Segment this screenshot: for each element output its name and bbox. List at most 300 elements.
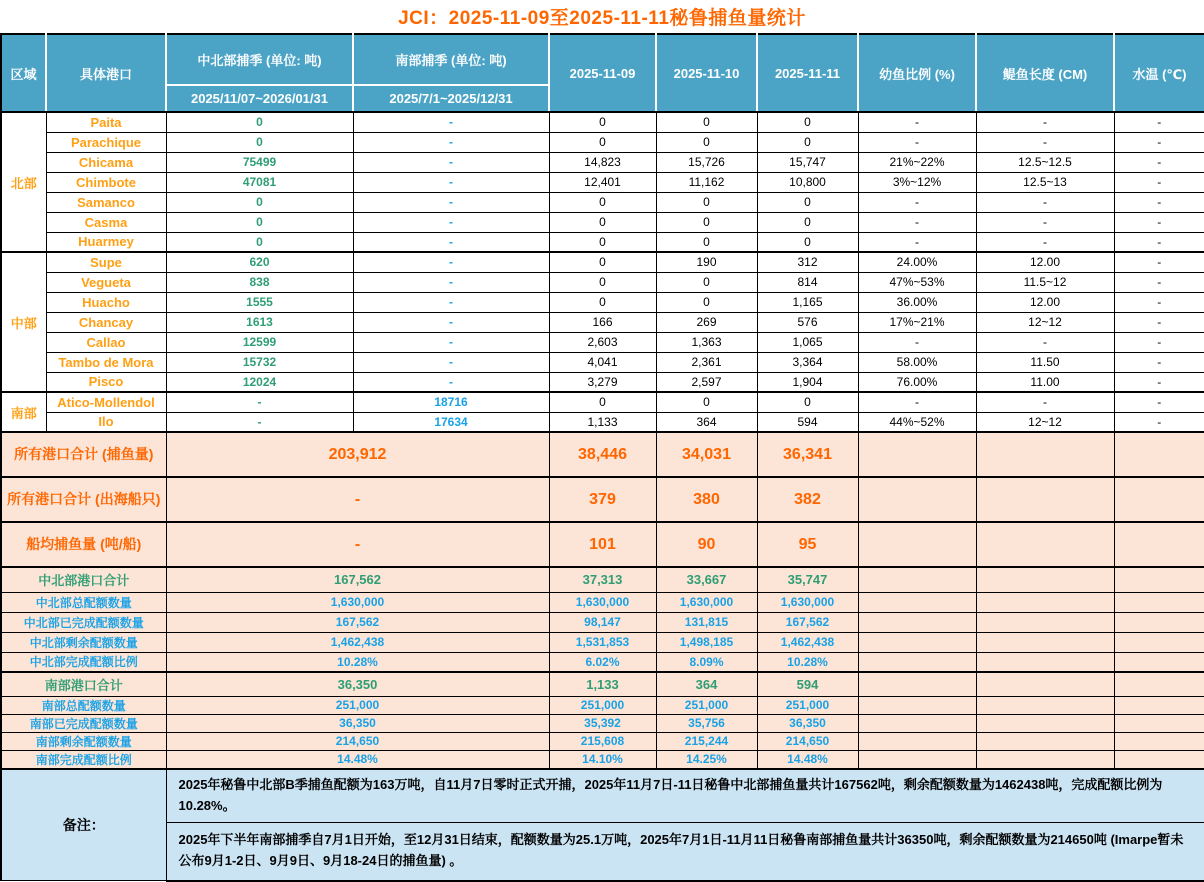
- quota-row-south-ratio: [1, 750, 1204, 769]
- empty-cell: [858, 632, 976, 652]
- port-name: Tambo de Mora: [46, 352, 166, 372]
- empty-cell: [976, 632, 1114, 652]
- anchovy-length: 11.5~12: [976, 272, 1114, 292]
- quota-day2: 1,498,185: [656, 632, 757, 652]
- quota-day1: 35,392: [549, 714, 656, 732]
- empty-cell: [976, 477, 1114, 522]
- juvenile-ratio: 76.00%: [858, 372, 976, 392]
- port-row: [1, 172, 1204, 192]
- empty-cell: [1114, 432, 1204, 477]
- summary-label: 所有港口合计 (捕鱼量): [1, 432, 166, 477]
- empty-cell: [976, 672, 1114, 696]
- empty-cell: [1114, 732, 1204, 750]
- quota-total: 14.48%: [166, 750, 549, 769]
- empty-cell: [858, 612, 976, 632]
- catch-day3: 0: [757, 112, 858, 132]
- empty-cell: [976, 612, 1114, 632]
- juvenile-ratio: 24.00%: [858, 252, 976, 272]
- catch-day1: 4,041: [549, 352, 656, 372]
- quota-row-south-remaining: [1, 732, 1204, 750]
- empty-cell: [1114, 652, 1204, 672]
- empty-cell: [976, 750, 1114, 769]
- quota-row-nc-remaining: [1, 632, 1204, 652]
- quota-day1: 1,630,000: [549, 592, 656, 612]
- water-temp: -: [1114, 312, 1204, 332]
- quota-label: 中北部完成配额比例: [1, 652, 166, 672]
- catch-day1: 0: [549, 272, 656, 292]
- nc-season-value: 838: [166, 272, 353, 292]
- empty-cell: [858, 477, 976, 522]
- empty-cell: [976, 522, 1114, 567]
- empty-cell: [858, 672, 976, 696]
- catch-day3: 1,904: [757, 372, 858, 392]
- anchovy-length: 12~12: [976, 312, 1114, 332]
- quota-day2: 35,756: [656, 714, 757, 732]
- water-temp: -: [1114, 132, 1204, 152]
- summary-total: -: [166, 477, 549, 522]
- summary-day3: 95: [757, 522, 858, 567]
- water-temp: -: [1114, 112, 1204, 132]
- quota-label: 南部完成配额比例: [1, 750, 166, 769]
- nc-season-value: -: [166, 392, 353, 412]
- summary-row-vessels: [1, 477, 1204, 522]
- port-row: [1, 232, 1204, 252]
- port-row: [1, 292, 1204, 312]
- summary-day1: 101: [549, 522, 656, 567]
- quota-row-south-ports-total: [1, 672, 1204, 696]
- water-temp: -: [1114, 332, 1204, 352]
- quota-day3: 14.48%: [757, 750, 858, 769]
- port-row: [1, 392, 1204, 412]
- quota-day1: 6.02%: [549, 652, 656, 672]
- empty-cell: [1114, 477, 1204, 522]
- water-temp: -: [1114, 152, 1204, 172]
- catch-day1: 0: [549, 112, 656, 132]
- anchovy-length: 12.00: [976, 252, 1114, 272]
- water-temp: -: [1114, 392, 1204, 412]
- catch-day2: 0: [656, 192, 757, 212]
- header-row-1: [1, 34, 1204, 85]
- juvenile-ratio: -: [858, 332, 976, 352]
- nc-season-value: 12599: [166, 332, 353, 352]
- catch-day1: 0: [549, 232, 656, 252]
- juvenile-ratio: 17%~21%: [858, 312, 976, 332]
- summary-day2: 90: [656, 522, 757, 567]
- anchovy-length: 12~12: [976, 412, 1114, 432]
- water-temp: -: [1114, 172, 1204, 192]
- juvenile-ratio: -: [858, 392, 976, 412]
- quota-day3: 594: [757, 672, 858, 696]
- anchovy-length: 12.5~12.5: [976, 152, 1114, 172]
- empty-cell: [858, 732, 976, 750]
- catch-day2: 0: [656, 232, 757, 252]
- quota-day2: 8.09%: [656, 652, 757, 672]
- quota-day1: 215,608: [549, 732, 656, 750]
- quota-total: 1,462,438: [166, 632, 549, 652]
- catch-day2: 2,597: [656, 372, 757, 392]
- anchovy-length: -: [976, 332, 1114, 352]
- water-temp: -: [1114, 272, 1204, 292]
- summary-row-avg-catch: [1, 522, 1204, 567]
- quota-total: 251,000: [166, 696, 549, 714]
- empty-cell: [976, 592, 1114, 612]
- port-name: Chimbote: [46, 172, 166, 192]
- water-temp: -: [1114, 352, 1204, 372]
- header-date-2: 2025-11-10: [656, 34, 757, 112]
- header-anchovy-length: 鳀鱼长度 (CM): [976, 34, 1114, 112]
- empty-cell: [858, 750, 976, 769]
- nc-season-value: 0: [166, 132, 353, 152]
- port-row: [1, 372, 1204, 392]
- catch-day3: 10,800: [757, 172, 858, 192]
- header-south-season-range: 2025/7/1~2025/12/31: [353, 85, 549, 112]
- quota-day3: 1,630,000: [757, 592, 858, 612]
- catch-day3: 1,165: [757, 292, 858, 312]
- quota-day1: 251,000: [549, 696, 656, 714]
- port-name: Vegueta: [46, 272, 166, 292]
- water-temp: -: [1114, 212, 1204, 232]
- juvenile-ratio: 3%~12%: [858, 172, 976, 192]
- port-name: Chicama: [46, 152, 166, 172]
- catch-day2: 0: [656, 292, 757, 312]
- south-season-value: -: [353, 132, 549, 152]
- juvenile-ratio: 21%~22%: [858, 152, 976, 172]
- quota-day1: 98,147: [549, 612, 656, 632]
- catch-day2: 2,361: [656, 352, 757, 372]
- empty-cell: [976, 652, 1114, 672]
- notes-label: 备注：: [1, 769, 166, 881]
- summary-day2: 380: [656, 477, 757, 522]
- juvenile-ratio: 44%~52%: [858, 412, 976, 432]
- catch-day3: 594: [757, 412, 858, 432]
- port-row: [1, 152, 1204, 172]
- catch-day2: 0: [656, 112, 757, 132]
- quota-row-nc-ratio: [1, 652, 1204, 672]
- quota-day2: 131,815: [656, 612, 757, 632]
- quota-day2: 364: [656, 672, 757, 696]
- nc-season-value: 1613: [166, 312, 353, 332]
- juvenile-ratio: 47%~53%: [858, 272, 976, 292]
- south-season-value: 17634: [353, 412, 549, 432]
- water-temp: -: [1114, 292, 1204, 312]
- quota-day3: 251,000: [757, 696, 858, 714]
- empty-cell: [858, 714, 976, 732]
- quota-total: 1,630,000: [166, 592, 549, 612]
- quota-day3: 10.28%: [757, 652, 858, 672]
- south-season-value: -: [353, 172, 549, 192]
- empty-cell: [1114, 567, 1204, 592]
- notes-row-2: [1, 823, 1204, 881]
- nc-season-value: 0: [166, 212, 353, 232]
- summary-label: 所有港口合计 (出海船只): [1, 477, 166, 522]
- nc-season-value: 47081: [166, 172, 353, 192]
- quota-total: 36,350: [166, 714, 549, 732]
- catch-day2: 0: [656, 272, 757, 292]
- quota-day3: 35,747: [757, 567, 858, 592]
- south-season-value: -: [353, 312, 549, 332]
- catch-day2: 364: [656, 412, 757, 432]
- catch-day3: 814: [757, 272, 858, 292]
- quota-day3: 167,562: [757, 612, 858, 632]
- anchovy-length: -: [976, 112, 1114, 132]
- anchovy-length: 11.50: [976, 352, 1114, 372]
- quota-label: 中北部已完成配额数量: [1, 612, 166, 632]
- notes-row-1: [1, 769, 1204, 823]
- note-line-2: 2025年下半年南部捕季自7月1日开始，至12月31日结束，配额数量为25.1万吨，2025年7月1日-11月11日秘鲁南部捕鱼量共计36350吨，剩余配额数量为214650吨 (Imarpe暂未公布9月1-2日、9月9日、9月18-24日的捕鱼量) 。: [166, 823, 1204, 881]
- quota-day2: 251,000: [656, 696, 757, 714]
- catch-day2: 0: [656, 132, 757, 152]
- south-season-value: -: [353, 372, 549, 392]
- nc-season-value: 12024: [166, 372, 353, 392]
- catch-day2: 190: [656, 252, 757, 272]
- nc-season-value: 0: [166, 192, 353, 212]
- region-label-central: 中部: [1, 252, 46, 392]
- quota-day3: 214,650: [757, 732, 858, 750]
- summary-day1: 38,446: [549, 432, 656, 477]
- catch-day2: 0: [656, 212, 757, 232]
- quota-day2: 215,244: [656, 732, 757, 750]
- empty-cell: [1114, 522, 1204, 567]
- port-name: Casma: [46, 212, 166, 232]
- port-row: [1, 332, 1204, 352]
- empty-cell: [976, 567, 1114, 592]
- anchovy-length: -: [976, 392, 1114, 412]
- anchovy-length: -: [976, 212, 1114, 232]
- catch-day3: 0: [757, 192, 858, 212]
- port-row: [1, 132, 1204, 152]
- catch-day1: 12,401: [549, 172, 656, 192]
- quota-day1: 14.10%: [549, 750, 656, 769]
- catch-day1: 0: [549, 212, 656, 232]
- nc-season-value: 15732: [166, 352, 353, 372]
- catch-day3: 0: [757, 392, 858, 412]
- catch-day2: 1,363: [656, 332, 757, 352]
- quota-total: 167,562: [166, 567, 549, 592]
- catch-day2: 11,162: [656, 172, 757, 192]
- header-nc-season-range: 2025/11/07~2026/01/31: [166, 85, 353, 112]
- note-line-1: 2025年秘鲁中北部B季捕鱼配额为163万吨，自11月7日零时正式开捕，2025年11月7日-11日秘鲁中北部捕鱼量共计167562吨，剩余配额数量为1462438吨，完成配额比例为10.28%。: [166, 769, 1204, 823]
- catch-day2: 15,726: [656, 152, 757, 172]
- south-season-value: 18716: [353, 392, 549, 412]
- south-season-value: -: [353, 192, 549, 212]
- header-south-season: 南部捕季 (单位: 吨): [353, 34, 549, 85]
- south-season-value: -: [353, 272, 549, 292]
- juvenile-ratio: 58.00%: [858, 352, 976, 372]
- catch-day1: 166: [549, 312, 656, 332]
- empty-cell: [858, 432, 976, 477]
- port-row: [1, 412, 1204, 432]
- south-season-value: -: [353, 352, 549, 372]
- quota-total: 214,650: [166, 732, 549, 750]
- summary-day2: 34,031: [656, 432, 757, 477]
- quota-label: 中北部总配额数量: [1, 592, 166, 612]
- port-name: Supe: [46, 252, 166, 272]
- catch-day1: 0: [549, 292, 656, 312]
- header-date-3: 2025-11-11: [757, 34, 858, 112]
- quota-day3: 36,350: [757, 714, 858, 732]
- header-port: 具体港口: [46, 34, 166, 112]
- catch-day1: 0: [549, 252, 656, 272]
- water-temp: -: [1114, 252, 1204, 272]
- region-label-north: 北部: [1, 112, 46, 252]
- quota-row-nc-total-quota: [1, 592, 1204, 612]
- port-name: Paita: [46, 112, 166, 132]
- port-row: [1, 192, 1204, 212]
- catch-day1: 1,133: [549, 412, 656, 432]
- port-name: Pisco: [46, 372, 166, 392]
- empty-cell: [858, 522, 976, 567]
- quota-total: 10.28%: [166, 652, 549, 672]
- catch-day1: 0: [549, 132, 656, 152]
- catch-day1: 0: [549, 392, 656, 412]
- south-season-value: -: [353, 152, 549, 172]
- summary-row-total-catch: [1, 432, 1204, 477]
- port-name: Parachique: [46, 132, 166, 152]
- port-name: Ilo: [46, 412, 166, 432]
- catch-day3: 1,065: [757, 332, 858, 352]
- header-water-temp: 水温 (℃): [1114, 34, 1204, 112]
- port-name: Atico-Mollendol: [46, 392, 166, 412]
- empty-cell: [976, 714, 1114, 732]
- south-season-value: -: [353, 212, 549, 232]
- quota-label: 南部港口合计: [1, 672, 166, 696]
- empty-cell: [976, 432, 1114, 477]
- catch-day3: 0: [757, 212, 858, 232]
- nc-season-value: 0: [166, 112, 353, 132]
- summary-label: 船均捕鱼量 (吨/船): [1, 522, 166, 567]
- port-row: [1, 212, 1204, 232]
- empty-cell: [1114, 612, 1204, 632]
- empty-cell: [858, 696, 976, 714]
- anchovy-length: 12.5~13: [976, 172, 1114, 192]
- catch-day1: 14,823: [549, 152, 656, 172]
- juvenile-ratio: -: [858, 112, 976, 132]
- quota-label: 南部剩余配额数量: [1, 732, 166, 750]
- empty-cell: [858, 567, 976, 592]
- empty-cell: [976, 732, 1114, 750]
- quota-total: 36,350: [166, 672, 549, 696]
- south-season-value: -: [353, 112, 549, 132]
- quota-day1: 1,531,853: [549, 632, 656, 652]
- quota-label: 中北部港口合计: [1, 567, 166, 592]
- anchovy-length: -: [976, 192, 1114, 212]
- summary-total: 203,912: [166, 432, 549, 477]
- nc-season-value: -: [166, 412, 353, 432]
- anchovy-length: 11.00: [976, 372, 1114, 392]
- juvenile-ratio: -: [858, 212, 976, 232]
- catch-day3: 0: [757, 132, 858, 152]
- quota-row-nc-completed: [1, 612, 1204, 632]
- port-name: Chancay: [46, 312, 166, 332]
- port-name: Samanco: [46, 192, 166, 212]
- quota-day2: 14.25%: [656, 750, 757, 769]
- water-temp: -: [1114, 232, 1204, 252]
- south-season-value: -: [353, 292, 549, 312]
- empty-cell: [1114, 696, 1204, 714]
- water-temp: -: [1114, 192, 1204, 212]
- port-name: Callao: [46, 332, 166, 352]
- port-name: Huacho: [46, 292, 166, 312]
- quota-day2: 1,630,000: [656, 592, 757, 612]
- empty-cell: [858, 592, 976, 612]
- quota-label: 南部已完成配额数量: [1, 714, 166, 732]
- catch-day3: 15,747: [757, 152, 858, 172]
- port-row: [1, 112, 1204, 132]
- header-region: 区域: [1, 34, 46, 112]
- anchovy-length: 12.00: [976, 292, 1114, 312]
- anchovy-length: -: [976, 132, 1114, 152]
- empty-cell: [976, 696, 1114, 714]
- header-date-1: 2025-11-09: [549, 34, 656, 112]
- empty-cell: [1114, 714, 1204, 732]
- header-nc-season: 中北部捕季 (单位: 吨): [166, 34, 353, 85]
- nc-season-value: 1555: [166, 292, 353, 312]
- catch-day1: 3,279: [549, 372, 656, 392]
- empty-cell: [1114, 632, 1204, 652]
- quota-day2: 33,667: [656, 567, 757, 592]
- catch-day1: 0: [549, 192, 656, 212]
- catch-day1: 2,603: [549, 332, 656, 352]
- south-season-value: -: [353, 232, 549, 252]
- quota-row-nc-ports-total: [1, 567, 1204, 592]
- port-name: Huarmey: [46, 232, 166, 252]
- juvenile-ratio: -: [858, 192, 976, 212]
- header-juvenile-ratio: 幼鱼比例 (%): [858, 34, 976, 112]
- south-season-value: -: [353, 332, 549, 352]
- juvenile-ratio: -: [858, 132, 976, 152]
- empty-cell: [858, 652, 976, 672]
- catch-day3: 312: [757, 252, 858, 272]
- fishing-stats-table: [0, 33, 1204, 882]
- water-temp: -: [1114, 372, 1204, 392]
- port-row: [1, 352, 1204, 372]
- quota-day3: 1,462,438: [757, 632, 858, 652]
- summary-total: -: [166, 522, 549, 567]
- quota-row-south-completed: [1, 714, 1204, 732]
- catch-day3: 3,364: [757, 352, 858, 372]
- catch-day2: 269: [656, 312, 757, 332]
- summary-day1: 379: [549, 477, 656, 522]
- port-row: [1, 272, 1204, 292]
- empty-cell: [1114, 672, 1204, 696]
- nc-season-value: 0: [166, 232, 353, 252]
- quota-day1: 37,313: [549, 567, 656, 592]
- catch-day3: 576: [757, 312, 858, 332]
- region-label-south: 南部: [1, 392, 46, 432]
- quota-label: 南部总配额数量: [1, 696, 166, 714]
- juvenile-ratio: -: [858, 232, 976, 252]
- juvenile-ratio: 36.00%: [858, 292, 976, 312]
- quota-day1: 1,133: [549, 672, 656, 696]
- quota-row-south-total-quota: [1, 696, 1204, 714]
- catch-day3: 0: [757, 232, 858, 252]
- nc-season-value: 620: [166, 252, 353, 272]
- water-temp: -: [1114, 412, 1204, 432]
- page-title: JCI：2025-11-09至2025-11-11秘鲁捕鱼量统计: [398, 8, 806, 29]
- port-row: [1, 312, 1204, 332]
- summary-day3: 36,341: [757, 432, 858, 477]
- south-season-value: -: [353, 252, 549, 272]
- quota-total: 167,562: [166, 612, 549, 632]
- empty-cell: [1114, 592, 1204, 612]
- summary-day3: 382: [757, 477, 858, 522]
- anchovy-length: -: [976, 232, 1114, 252]
- port-row: [1, 252, 1204, 272]
- nc-season-value: 75499: [166, 152, 353, 172]
- empty-cell: [1114, 750, 1204, 769]
- catch-day2: 0: [656, 392, 757, 412]
- quota-label: 中北部剩余配额数量: [1, 632, 166, 652]
